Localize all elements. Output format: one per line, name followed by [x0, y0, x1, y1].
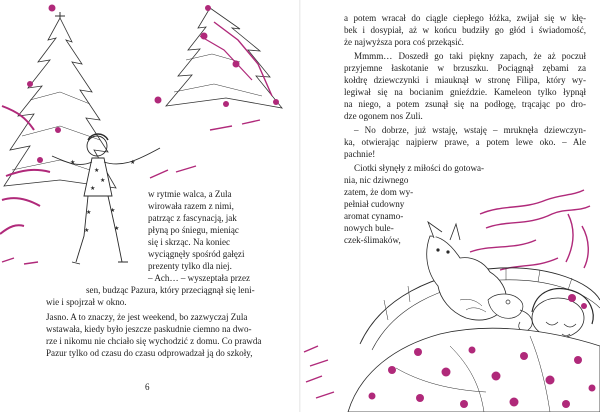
text-line: czek-ślimaków,: [344, 235, 401, 245]
text-line: płyną po śniegu, mieniąc: [148, 225, 239, 235]
text-line: przyjemne łaskotanie w brzuszku. Pociągnął zębami za: [344, 63, 586, 73]
svg-text:★: ★: [110, 207, 116, 214]
text-line: nowych bule-: [344, 223, 394, 233]
text-line: aromat cynamo-: [344, 211, 404, 221]
text-line: na niego, a potem zsunął się na podłogę, trącając po dro-: [344, 99, 586, 109]
svg-text:★: ★: [86, 209, 92, 216]
text-line: bek i dosypiał, aż w końcu budziły go głód i świadomość,: [344, 25, 586, 35]
text-line: wstawała, kiedy było jeszcze paskudnie ciemno na dwo-: [46, 324, 252, 334]
text-line: sen, budząc Pazura, który przeciągnął się leni-: [86, 285, 255, 295]
text-line: Jasno. A to znaczy, że jest weekend, bo zazwyczaj Zula: [46, 312, 248, 322]
text-line: Mmmm… Doszedł go taki piękny zapach, że aż poczuł: [354, 51, 586, 61]
svg-text:★: ★: [114, 225, 120, 232]
text-line: że najwyższa pora coś przekąsić.: [344, 37, 464, 47]
svg-text:★: ★: [100, 177, 106, 184]
garlands: [0, 106, 50, 234]
text-line: legiwał się na bocianim gnieździe. Kameleon tylko łypnął: [344, 87, 586, 97]
chameleon: [488, 294, 532, 331]
text-line: kołdrę dziewczynki i miauknął w stronę Filipa, który wy-: [344, 75, 586, 85]
text-line: Pazur tylko od czasu do czasu odprowadzał ją do szkoły,: [46, 348, 253, 358]
text-line: dze ogonem nos Zuli.: [344, 111, 423, 121]
text-line: Ciotki słynęły z miłości do gotowa-: [354, 163, 485, 173]
text-line: zatem, że dom wy-: [344, 187, 414, 197]
text-line: nia, nic dziwnego: [344, 175, 409, 185]
aroma-swirls: [470, 190, 590, 270]
text-line: ka, otwierając najpierw prawe, a potem lewe oko. – Ale: [344, 137, 586, 147]
floor-scribbles: [304, 346, 334, 398]
text-line: – No dobrze, już wstaję, wstaję – mruknęła dziewczyn-: [354, 125, 586, 135]
text-line: pachnie!: [344, 149, 376, 159]
text-line: patrząc z fascynacją, jak: [148, 213, 237, 223]
page-number: 6: [145, 382, 150, 392]
svg-text:★: ★: [70, 159, 76, 166]
christmas-tree-right: [166, 8, 282, 108]
text-line: rze i nikomu nie chciało się wychodzić z domu. Co prawda: [46, 336, 262, 346]
text-line: a potem wracał do ciągle ciepłego łóżka, zwijał się w kłę-: [344, 13, 586, 23]
text-line: prezenty tylko dla niej.: [148, 261, 232, 271]
svg-text:★: ★: [94, 167, 100, 174]
svg-text:★: ★: [130, 159, 136, 166]
text-line: w rytmie walca, a Zula: [148, 189, 232, 199]
right-page: [300, 0, 600, 412]
text-line: wyciągnęły spośród gałęzi: [148, 249, 245, 259]
svg-text:★: ★: [84, 227, 90, 234]
duvet: [348, 328, 600, 412]
text-line: pełniał cudowny: [344, 199, 405, 209]
dancing-girl: [52, 134, 160, 264]
svg-text:★: ★: [90, 185, 96, 192]
text-line: – Ach… – wyszeptała przez: [148, 273, 251, 283]
text-line: wie i spojrzał w okno.: [46, 297, 127, 307]
text-line: wirowała razem z nimi,: [148, 201, 234, 211]
text-line: się i skrząc. Na koniec: [148, 237, 231, 247]
